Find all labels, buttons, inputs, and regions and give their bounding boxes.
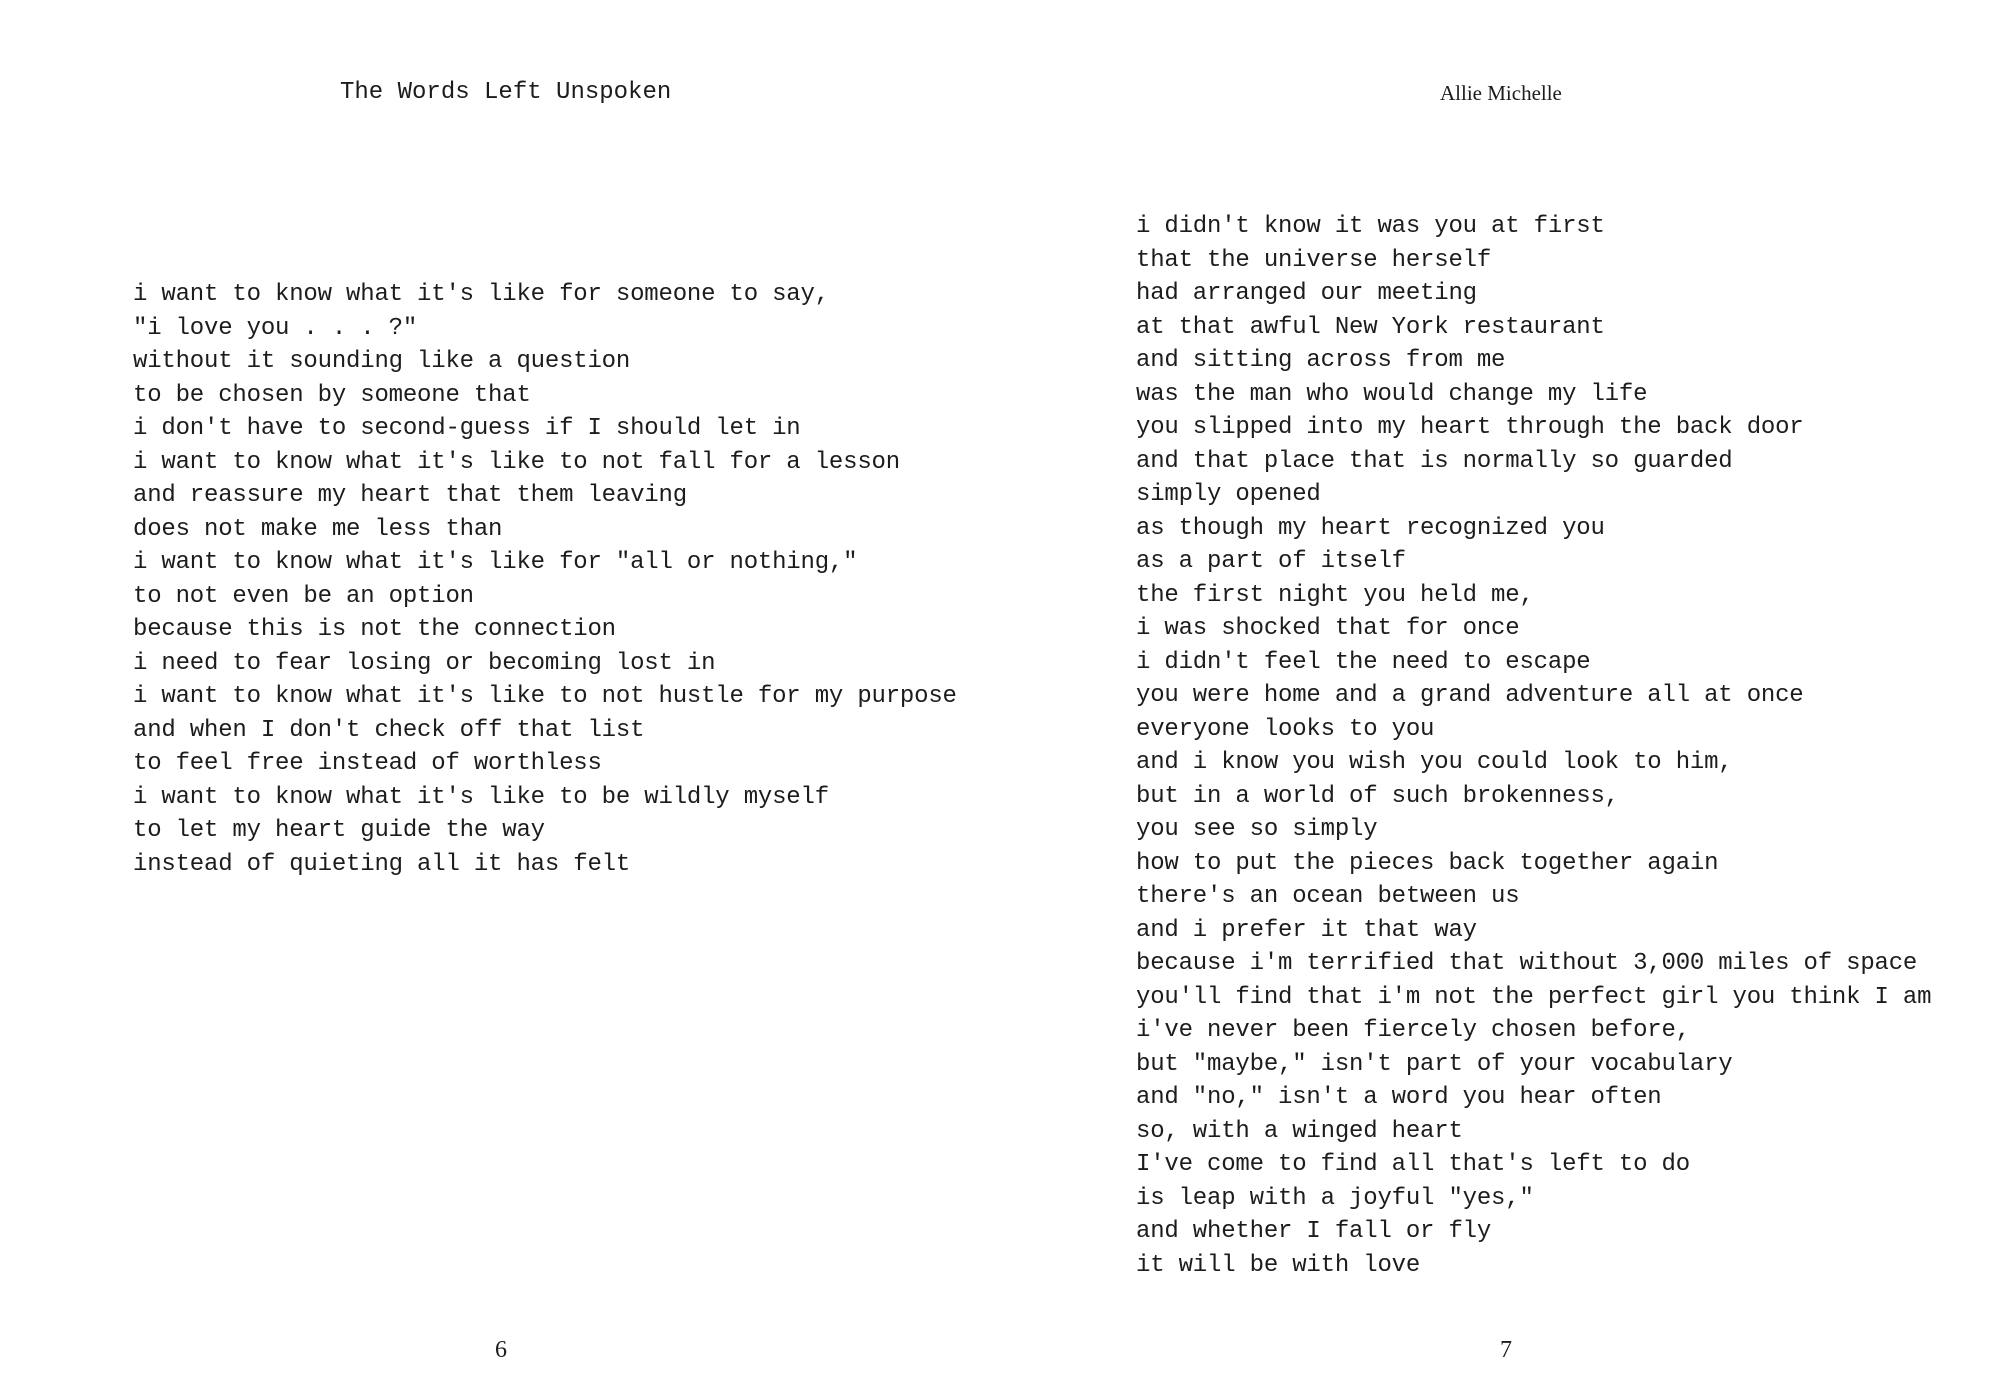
poem-line: was the man who would change my life [1136,380,1648,408]
poem-line: i want to know what it's like to not fall for a lesson [133,448,900,476]
poem-line: is leap with a joyful "yes," [1136,1184,1534,1212]
poem-line: and whether I fall or fly [1136,1218,1492,1245]
poem-line: i want to know what it's like to not hustle for my purpose [133,683,957,710]
poem-line: at that awful New York restaurant [1136,313,1605,341]
running-head-title: The Words Left Unspoken [340,79,672,106]
poem-line: you were home and a grand adventure all at once [1136,682,1804,709]
page-number: 7 [1500,1337,1512,1363]
poem-line: that the universe herself [1136,246,1492,274]
poem-line: i need to fear losing or becoming lost in [133,649,716,677]
poem-line: you see so simply [1136,816,1378,843]
poem-line: I've come to find all that's left to do [1136,1151,1690,1178]
poem-line: and reassure my heart that them leaving [133,482,687,509]
poem-line: and that place that is normally so guarded [1136,447,1733,475]
poem-line: i want to know what it's like for someone to say, [133,281,829,308]
poem-line: there's an ocean between us [1136,883,1520,910]
poem-line: i was shocked that for once [1136,615,1520,642]
poem-line: to let my heart guide the way [133,817,545,844]
poem-line: you'll find that i'm not the perfect girl you think I am [1136,983,1932,1011]
poem-line: to not even be an option [133,582,474,610]
poem-line: and "no," isn't a word you hear often [1136,1084,1662,1111]
page-number: 6 [495,1337,507,1363]
poem-line: you slipped into my heart through the back door [1136,414,1804,441]
poem-line: how to put the pieces back together again [1136,849,1719,877]
poem-line: the first night you held me, [1136,581,1534,609]
poem-line: i don't have to second-guess if I should let in [133,415,801,442]
poem-line: does not make me less than [133,515,503,543]
poem-line: to be chosen by someone that [133,381,531,409]
poem-line: instead of quieting all it has felt [133,850,631,878]
poem-line: but in a world of such brokenness, [1136,782,1619,810]
poem-line: i want to know what it's like to be wildly myself [133,783,829,811]
poem-line: because this is not the connection [133,616,616,643]
poem-line: and when I don't check off that list [133,716,645,744]
right-page [1000,0,2000,1400]
poem-line: and i prefer it that way [1136,916,1477,944]
poem-line: simply opened [1136,481,1321,508]
poem-line: as though my heart recognized you [1136,514,1605,542]
poem-line: but "maybe," isn't part of your vocabulary [1136,1050,1733,1078]
poem-left [133,278,957,881]
poem-line: everyone looks to you [1136,715,1435,743]
poem-right [1136,210,1931,1282]
poem-line: so, with a winged heart [1136,1117,1463,1145]
poem-line: i've never been fiercely chosen before, [1136,1017,1690,1044]
poem-line: as a part of itself [1136,548,1406,575]
poem-line: and i know you wish you could look to him, [1136,749,1733,776]
poem-line: "i love you . . . ?" [133,314,418,342]
running-head-author: Allie Michelle [1440,81,1562,105]
poem-line: i didn't feel the need to escape [1136,648,1591,676]
poem-line: to feel free instead of worthless [133,750,602,777]
poem-line: i want to know what it's like for "all or nothing," [133,549,858,576]
poem-line: had arranged our meeting [1136,280,1477,307]
poem-line: without it sounding like a question [133,348,631,375]
poem-line: i didn't know it was you at first [1136,213,1605,240]
poem-line: because i'm terrified that without 3,000 miles of space [1136,950,1918,977]
poem-line: and sitting across from me [1136,347,1506,374]
poem-line: it will be with love [1136,1251,1421,1279]
